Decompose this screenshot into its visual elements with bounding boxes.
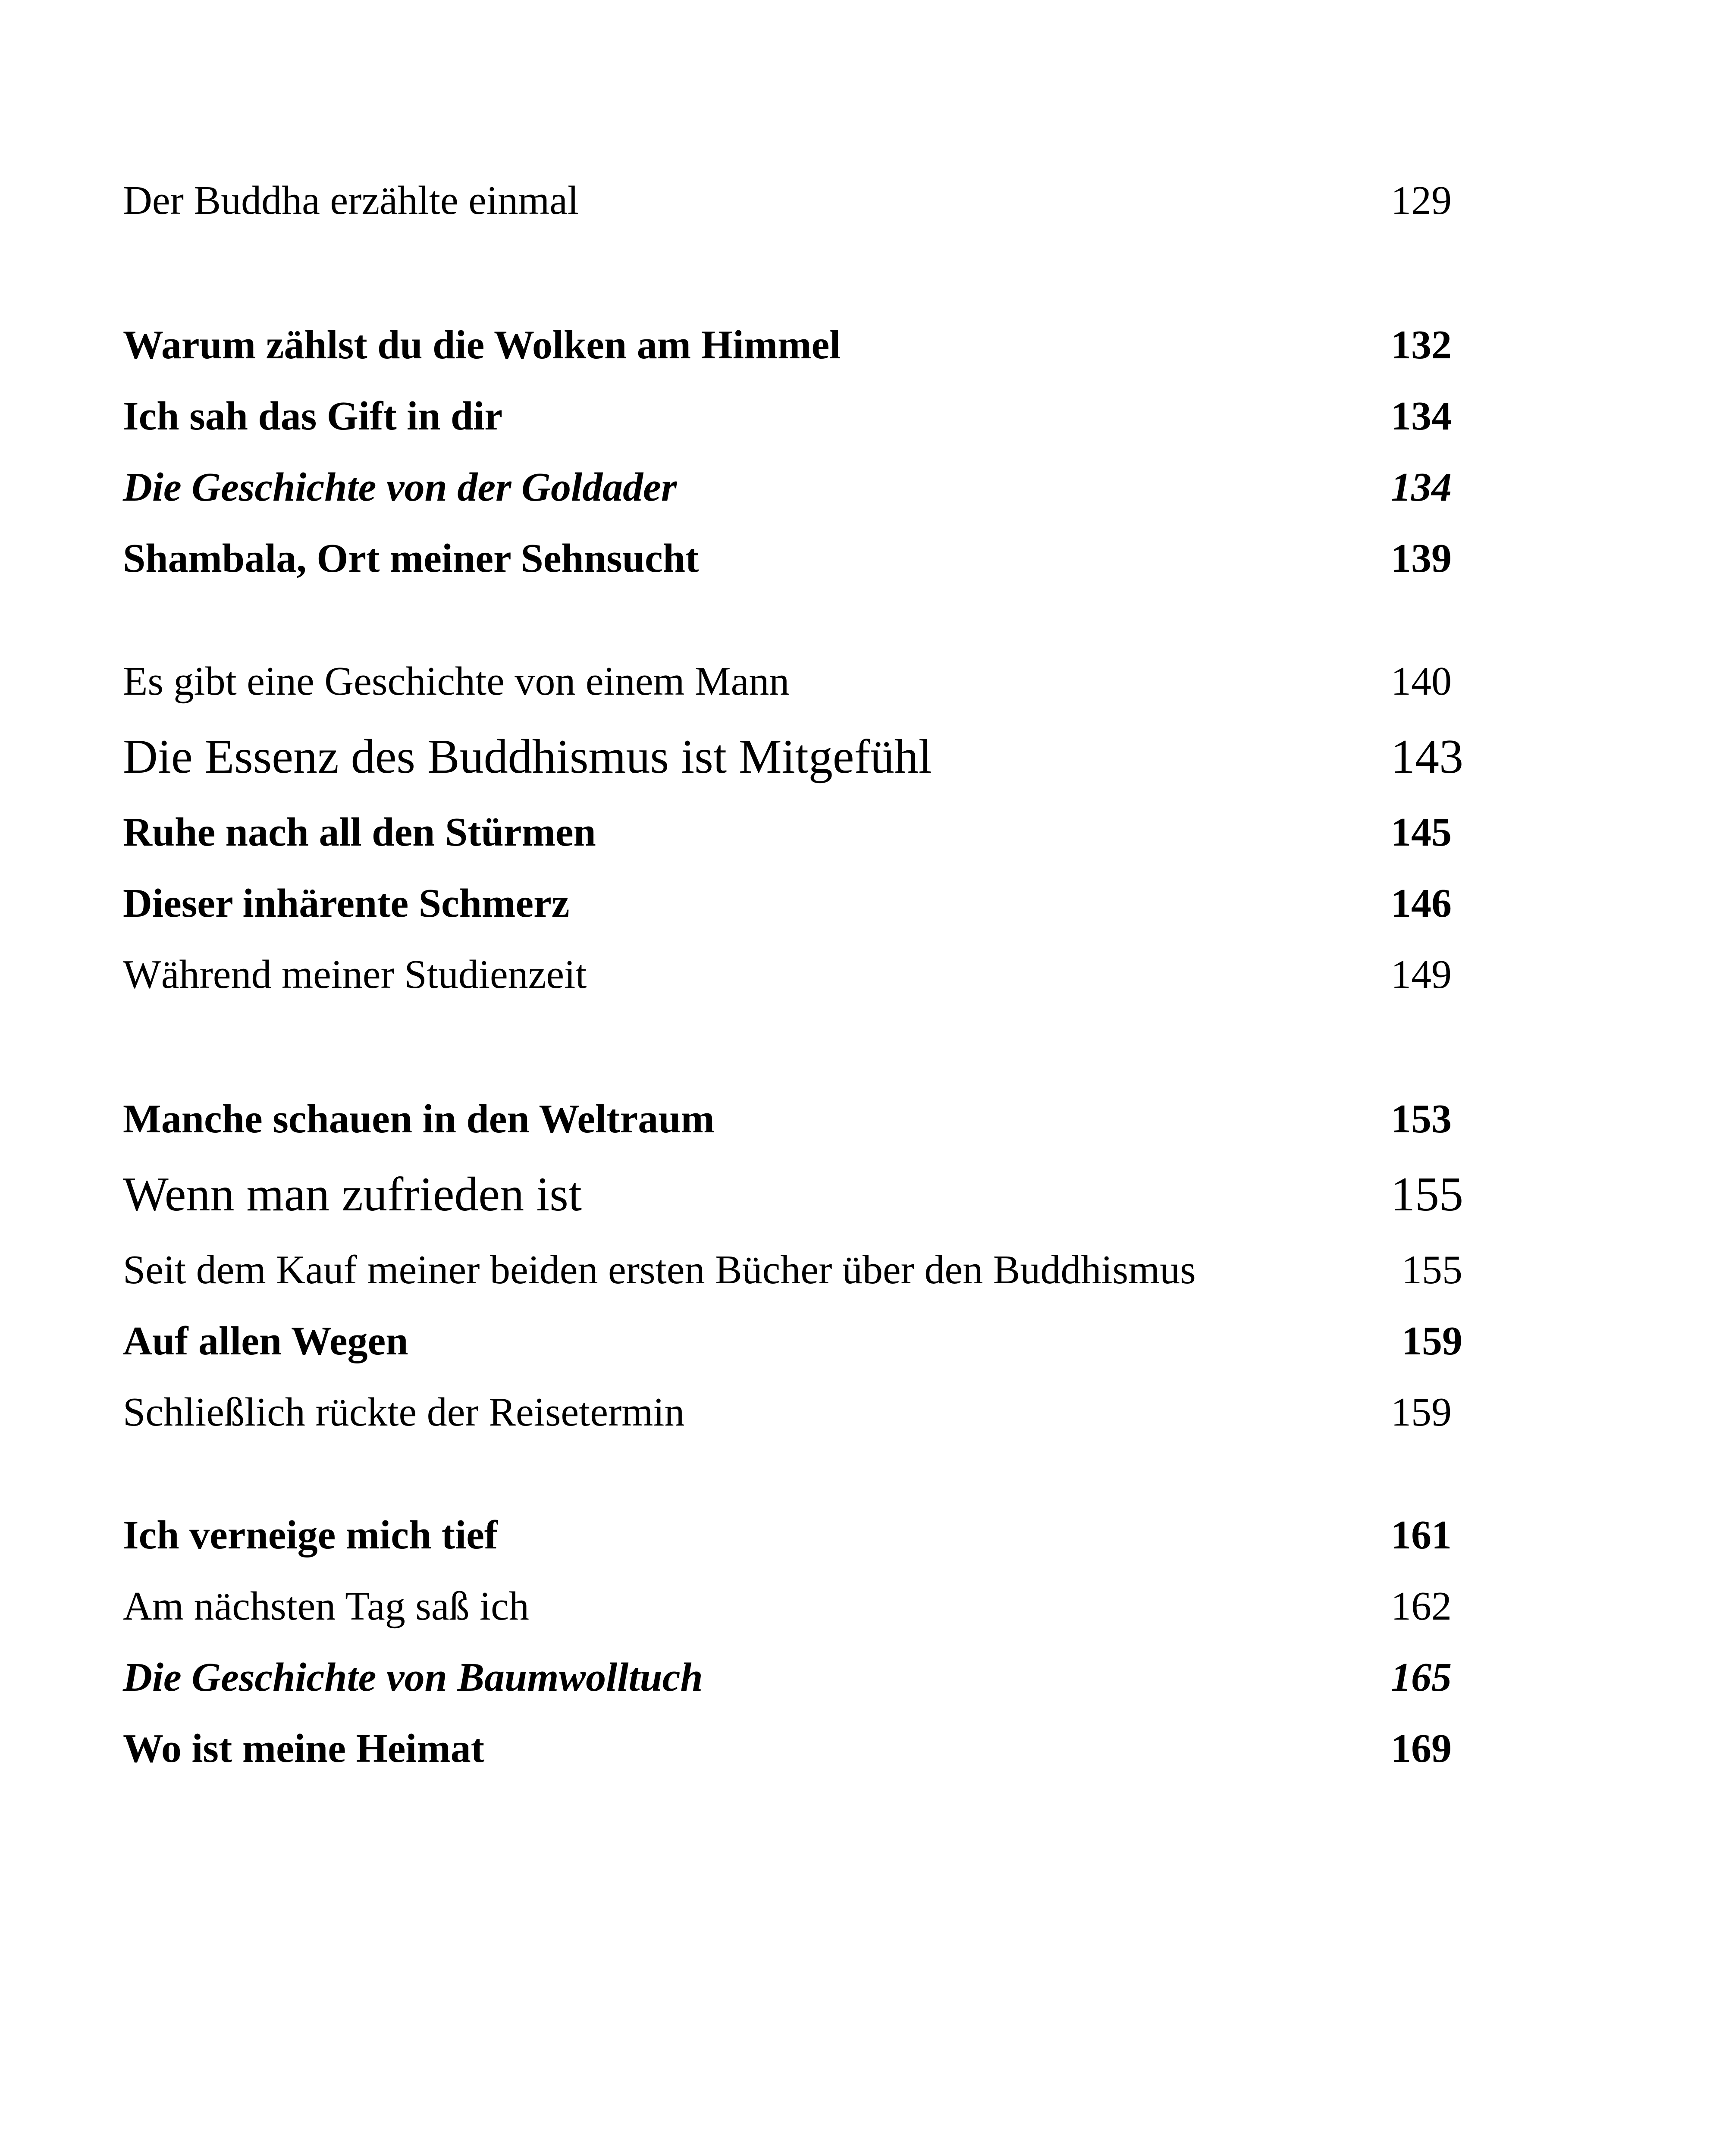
toc-entry-page: 169 xyxy=(1391,1726,1452,1771)
toc-entry-title: Shambala, Ort meiner Sehnsucht xyxy=(123,536,699,581)
toc-entry-page: 165 xyxy=(1391,1655,1452,1700)
toc-entry-page: 134 xyxy=(1391,394,1452,439)
toc-entry xyxy=(0,1238,1732,1302)
toc-entry xyxy=(0,1309,1732,1373)
toc-entry-page: 134 xyxy=(1391,465,1452,510)
toc-entry-page: 153 xyxy=(1391,1097,1452,1141)
toc-entry-page: 159 xyxy=(1402,1319,1462,1363)
toc-entry-title: Ruhe nach all den Stürmen xyxy=(123,810,596,855)
toc-entry-title: Wenn man zufrieden ist xyxy=(123,1168,582,1221)
toc-entry-page: 143 xyxy=(1391,730,1463,783)
toc-entry-title: Die Geschichte von der Goldader xyxy=(123,465,677,510)
toc-entry-title: Die Essenz des Buddhismus ist Mitgefühl xyxy=(123,730,932,783)
toc-entry xyxy=(0,526,1732,591)
toc-entry xyxy=(0,1162,1732,1227)
toc-entry-page: 139 xyxy=(1391,536,1452,581)
toc-entry-title: Die Geschichte von Baumwolltuch xyxy=(123,1655,703,1700)
toc-entry xyxy=(0,168,1732,233)
toc-entry xyxy=(0,649,1732,714)
toc-entry-page: 161 xyxy=(1391,1513,1452,1557)
toc-entry-title: Am nächsten Tag saß ich xyxy=(123,1584,529,1629)
toc-entry xyxy=(0,871,1732,936)
toc-entry-title: Ich verneige mich tief xyxy=(123,1513,498,1557)
toc-entry-title: Während meiner Studienzeit xyxy=(123,952,587,997)
toc-entry-title: Manche schauen in den Weltraum xyxy=(123,1097,715,1141)
toc-entry-title: Wo ist meine Heimat xyxy=(123,1726,485,1771)
toc-entry-page: 145 xyxy=(1391,810,1452,855)
toc-entry-title: Ich sah das Gift in dir xyxy=(123,394,503,439)
toc-entry-title: Dieser inhärente Schmerz xyxy=(123,881,570,926)
toc-entry-page: 159 xyxy=(1391,1390,1452,1435)
toc-entry-page: 155 xyxy=(1391,1168,1463,1221)
toc-entry-page: 146 xyxy=(1391,881,1452,926)
toc-entry-page: 140 xyxy=(1391,659,1452,704)
toc-entry xyxy=(0,1645,1732,1710)
toc-entry-title: Der Buddha erzählte einmal xyxy=(123,178,579,223)
toc-entry xyxy=(0,384,1732,448)
toc-entry-page: 155 xyxy=(1402,1247,1462,1292)
toc-entry xyxy=(0,1087,1732,1151)
toc-entry-title: Schließlich rückte der Reisetermin xyxy=(123,1390,685,1435)
toc-entry xyxy=(0,724,1732,789)
toc-entry xyxy=(0,313,1732,377)
toc-entry xyxy=(0,1716,1732,1781)
toc-entry-page: 162 xyxy=(1391,1584,1452,1629)
toc-entry xyxy=(0,1503,1732,1567)
toc-entry xyxy=(0,1380,1732,1445)
toc-entry xyxy=(0,800,1732,865)
toc-entry xyxy=(0,1574,1732,1639)
toc-entry-title: Warum zählst du die Wolken am Himmel xyxy=(123,323,841,367)
toc-entry xyxy=(0,455,1732,520)
toc-entry-title: Seit dem Kauf meiner beiden ersten Bücher über den Buddhismus xyxy=(123,1247,1196,1292)
toc-entry-page: 132 xyxy=(1391,323,1452,367)
toc-entry-title: Es gibt eine Geschichte von einem Mann xyxy=(123,659,790,704)
toc-entry-page: 149 xyxy=(1391,952,1452,997)
toc-entry-title: Auf allen Wegen xyxy=(123,1319,408,1363)
toc-entry-page: 129 xyxy=(1391,178,1452,223)
toc-entry xyxy=(0,942,1732,1007)
